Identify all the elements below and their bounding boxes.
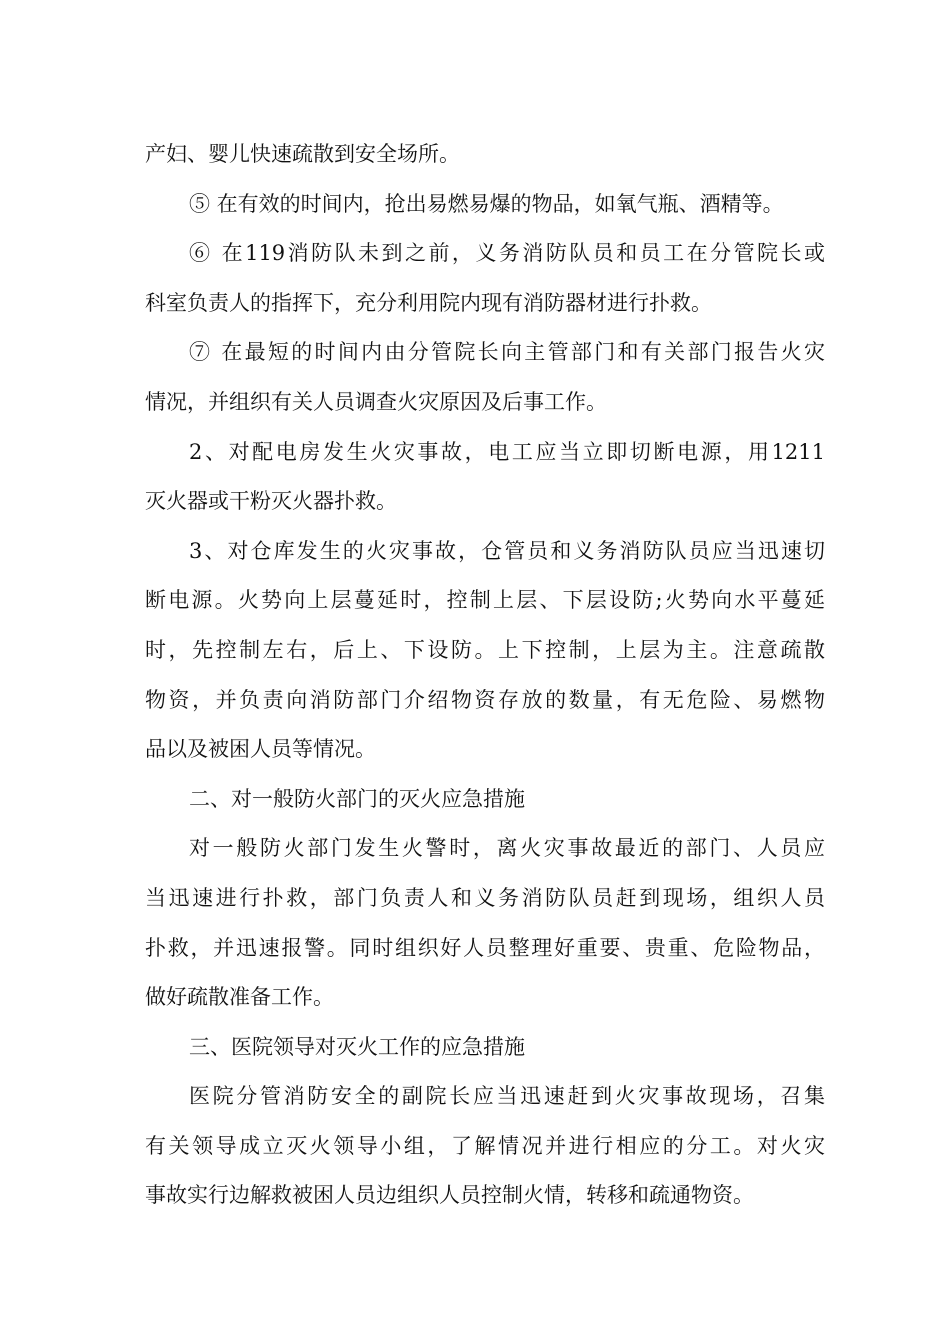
text-line: ⑤ 在有效的时间内，抢出易燃易爆的物品，如氧气瓶、酒精等。	[189, 191, 784, 216]
text-line: ⑦ 在最短的时间内由分管院长向主管部门和有关部门报告火灾	[189, 340, 825, 365]
text-line: 情况，并组织有关人员调查火灾原因及后事工作。	[145, 389, 607, 414]
text-line: 二、对一般防火部门的灭火应急措施	[189, 786, 525, 811]
text-line: 科室负责人的指挥下，充分利用院内现有消防器材进行扑救。	[145, 290, 712, 315]
text-line: 对一般防火部门发生火警时，离火灾事故最近的部门、人员应	[189, 836, 825, 861]
text-line: ⑥ 在119消防队未到之前，义务消防队员和员工在分管院长或	[189, 241, 825, 266]
text-line: 医院分管消防安全的副院长应当迅速赶到火灾事故现场，召集	[189, 1084, 825, 1109]
text-line: 3、对仓库发生的火灾事故，仓管员和义务消防队员应当迅速切	[189, 538, 825, 563]
text-line: 三、医院领导对灭火工作的应急措施	[189, 1034, 525, 1059]
text-line: 时，先控制左右，后上、下设防。上下控制，上层为主。注意疏散	[145, 637, 825, 662]
text-line: 品以及被困人员等情况。	[145, 737, 376, 762]
text-line: 做好疏散准备工作。	[145, 985, 334, 1010]
text-line: 2、对配电房发生火灾事故，电工应当立即切断电源，用1211	[189, 439, 825, 464]
text-line: 扑救，并迅速报警。同时组织好人员整理好重要、贵重、危险物品，	[145, 935, 825, 960]
document-page	[145, 130, 825, 1221]
text-line: 断电源。火势向上层蔓延时，控制上层、下层设防;火势向水平蔓延	[145, 588, 825, 613]
text-line: 物资，并负责向消防部门介绍物资存放的数量，有无危险、易燃物	[145, 687, 825, 712]
text-line: 有关领导成立灭火领导小组，了解情况并进行相应的分工。对火灾	[145, 1133, 825, 1158]
text-line: 事故实行边解救被困人员边组织人员控制火情，转移和疏通物资。	[145, 1183, 754, 1208]
text-line: 当迅速进行扑救，部门负责人和义务消防队员赶到现场，组织人员	[145, 885, 825, 910]
text-line: 灭火器或干粉灭火器扑救。	[145, 489, 397, 514]
text-line: 产妇、婴儿快速疏散到安全场所。	[145, 142, 460, 166]
